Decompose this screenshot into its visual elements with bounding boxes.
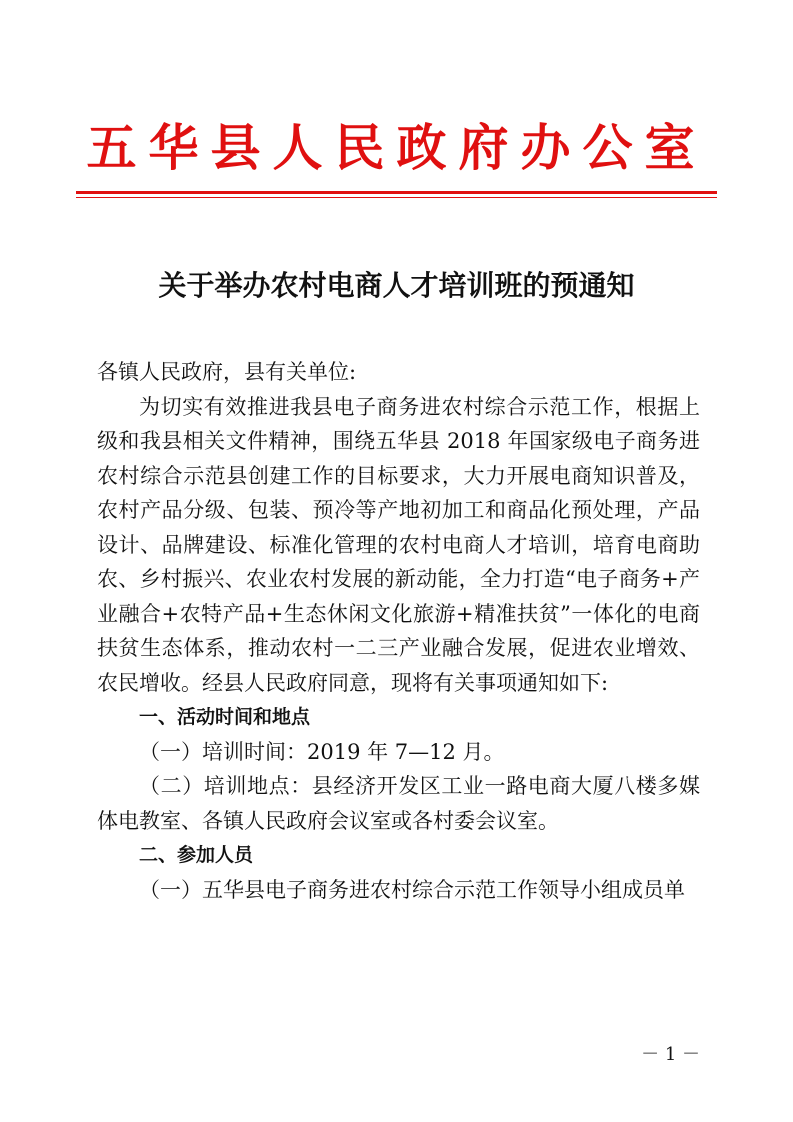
salutation: 各镇人民政府，县有关单位: [97, 360, 357, 384]
document-title: 关于举办农村电商人才培训班的预通知 [158, 269, 635, 302]
organization-header: 五华县人民政府办公室 [86, 118, 707, 177]
header-red-rule-thin [76, 197, 717, 198]
section-item-training-time: （一）培训时间：2019 年 7—12 月。 [139, 739, 505, 764]
section-heading-time-place: 一、活动时间和地点 [139, 706, 311, 728]
header-red-rule-thick [76, 191, 717, 194]
section-item-training-place: （二）培训地点：县经济开发区工业一路电商大厦八楼多媒体电教室、各镇人民政府会议室或各村委会议室。 [97, 774, 700, 833]
intro-paragraph: 为切实有效推进我县电子商务进农村综合示范工作，根据上级和我县相关文件精神，围绕五华县 2018 年国家级电子商务进农村综合示范县创建工作的目标要求，大力开展电商知识普及，农村产品分级、包装、预冷等产地初加工和商品化预处理，产品设计、品牌建设、标准化管理的农村电商人才培训，培育电商助农、乡村振兴、农业农村发展的新动能，全力打造“电子商务+产业融合+农特产品+生态休闲文化旅游+精准扶贫”一体化的电商扶贫生态体系，推动农村一二三产业融合发展，促进农业增效、农民增收。经县人民政府同意，现将有关事项通知如下: [97, 394, 700, 695]
document-body [97, 355, 700, 907]
section-heading-participants: 二、参加人员 [139, 844, 254, 866]
section-item-participants-1: （一）五华县电子商务进农村综合示范工作领导小组成员单 [139, 877, 685, 902]
page-number: － 1 － [641, 1044, 700, 1065]
